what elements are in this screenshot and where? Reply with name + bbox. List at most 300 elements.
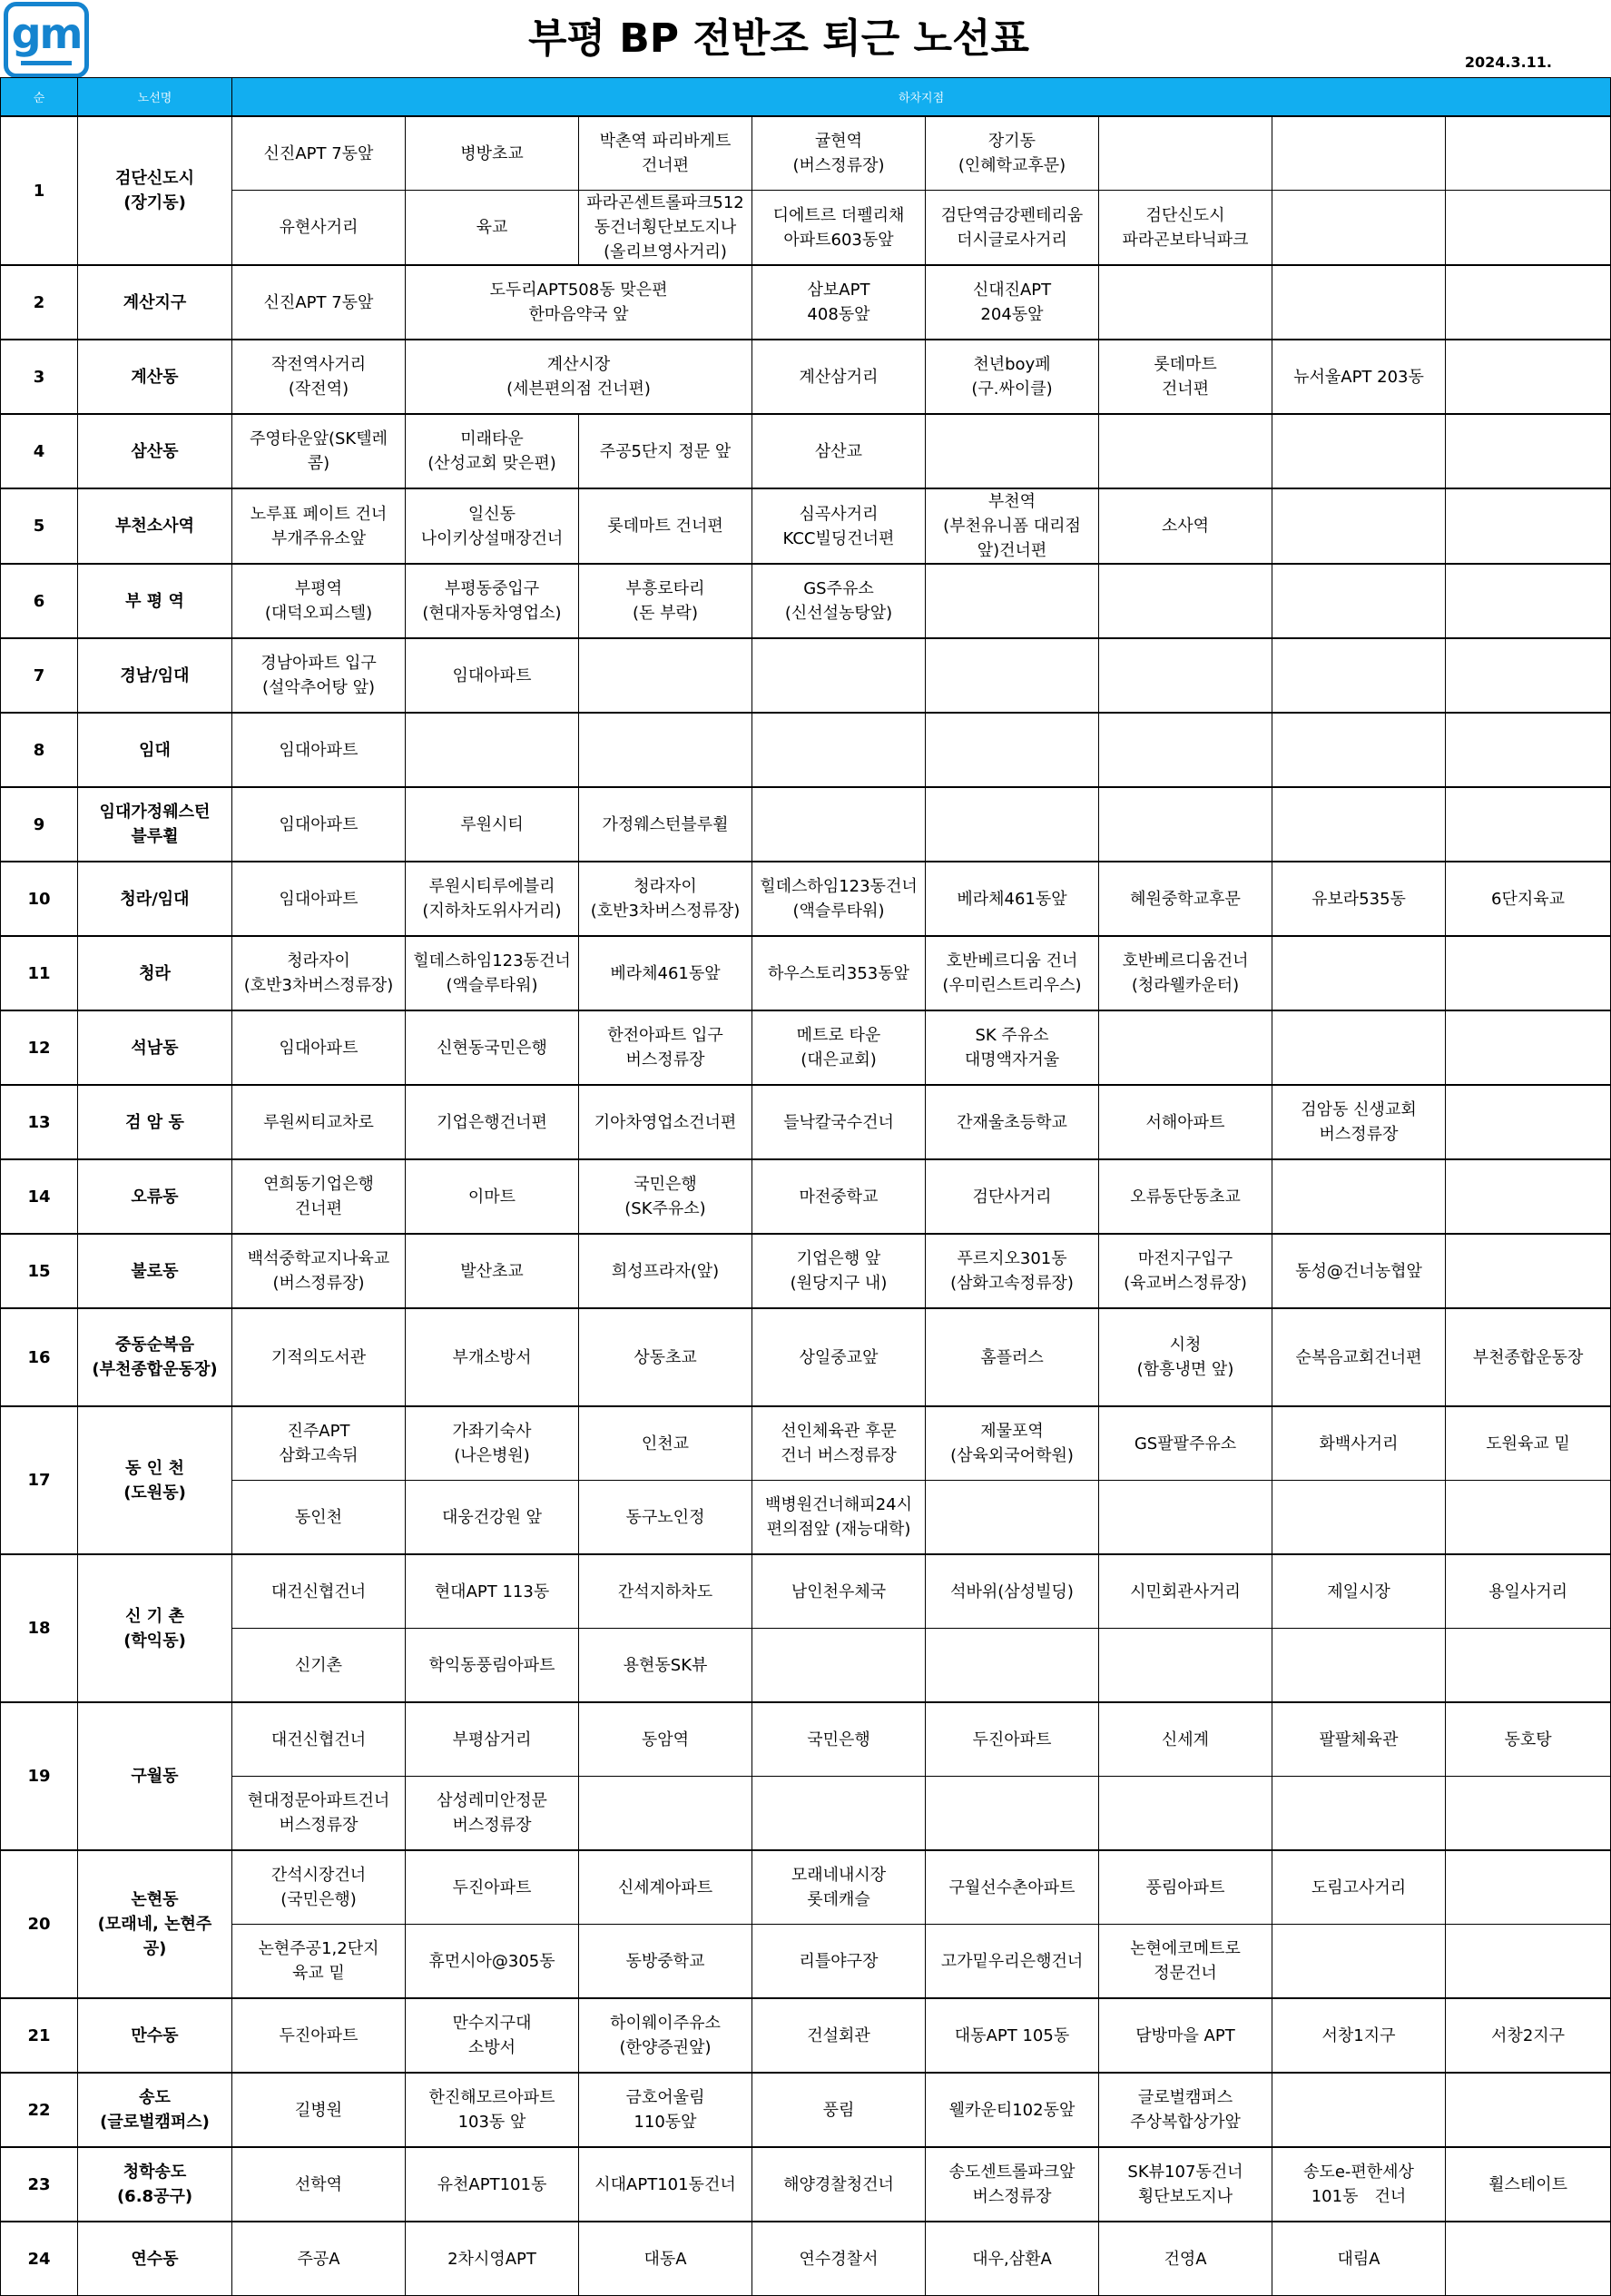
stop-cell xyxy=(752,713,926,787)
stop-cell: 대웅건강원 앞 xyxy=(406,1481,579,1555)
stop-cell: 건설회관 xyxy=(752,1998,926,2073)
stop-cell xyxy=(1446,713,1611,787)
stop-cell: 백석중학교지나육교 (버스정류장) xyxy=(232,1234,406,1308)
stop-cell xyxy=(1446,1481,1611,1555)
stop-cell xyxy=(1099,638,1272,713)
stop-cell: 주공A xyxy=(232,2222,406,2296)
stop-cell: 임대아파트 xyxy=(232,862,406,936)
table-row xyxy=(1,1925,1611,1999)
stop-cell: 마전중학교 xyxy=(752,1159,926,1234)
table-row xyxy=(1,1481,1611,1555)
stop-cell: 신기촌 xyxy=(232,1629,406,1703)
header-stops: 하차지점 xyxy=(232,78,1611,117)
stop-cell: 간재울초등학교 xyxy=(926,1085,1099,1159)
stop-cell: 주영타운앞(SK텔레 콤) xyxy=(232,414,406,488)
route-number: 21 xyxy=(1,1998,78,2073)
stop-cell: 경남아파트 입구 (설악추어탕 앞) xyxy=(232,638,406,713)
stop-cell xyxy=(926,787,1099,862)
stop-cell xyxy=(926,1629,1099,1703)
route-name: 만수동 xyxy=(78,1998,232,2073)
stop-cell: 국민은행 (SK주유소) xyxy=(579,1159,752,1234)
logo-text: gm xyxy=(11,9,82,58)
stop-cell: 동인천 xyxy=(232,1481,406,1555)
stop-cell: 동구노인정 xyxy=(579,1481,752,1555)
route-name: 동 인 천 (도원동) xyxy=(78,1406,232,1554)
stop-cell: 베라체461동앞 xyxy=(926,862,1099,936)
stop-cell: 검단신도시 파라곤보타닉파크 xyxy=(1099,191,1272,266)
stop-cell: 2차시영APT xyxy=(406,2222,579,2296)
route-number: 7 xyxy=(1,638,78,713)
stop-cell xyxy=(1272,936,1446,1010)
stop-cell: 장기동 (인혜학교후문) xyxy=(926,116,1099,191)
stop-cell xyxy=(1446,265,1611,340)
stop-cell: 제일시장 xyxy=(1272,1554,1446,1629)
stop-cell: 백병원건너해피24시 편의점앞 (재능대학) xyxy=(752,1481,926,1555)
stop-cell: 기적의도서관 xyxy=(232,1308,406,1406)
stop-cell: 시민회관사거리 xyxy=(1099,1554,1272,1629)
stop-cell: 힐데스하임123동건너 (액슬루타워) xyxy=(752,862,926,936)
route-number: 19 xyxy=(1,1702,78,1850)
route-name: 청라/임대 xyxy=(78,862,232,936)
stop-cell: 두진아파트 xyxy=(926,1702,1099,1777)
stop-cell: 육교 xyxy=(406,191,579,266)
stop-cell: 담방마을 APT xyxy=(1099,1998,1272,2073)
stop-cell: 서창2지구 xyxy=(1446,1998,1611,2073)
table-row xyxy=(1,1308,1611,1406)
stop-cell: 뉴서울APT 203동 xyxy=(1272,340,1446,414)
stop-cell: 메트로 타운 (대은교회) xyxy=(752,1010,926,1085)
stop-cell: 임대아파트 xyxy=(232,1010,406,1085)
stop-cell xyxy=(1446,414,1611,488)
stop-cell xyxy=(1272,2073,1446,2147)
stop-cell: 대우,삼환A xyxy=(926,2222,1099,2296)
stop-cell xyxy=(1272,1481,1446,1555)
route-name: 청라 xyxy=(78,936,232,1010)
stop-cell: 기업은행 앞 (원당지구 내) xyxy=(752,1234,926,1308)
stop-cell: 간석시장건너 (국민은행) xyxy=(232,1850,406,1925)
table-row xyxy=(1,1554,1611,1629)
table-row xyxy=(1,2147,1611,2222)
stop-cell: 현대정문아파트건너 버스정류장 xyxy=(232,1777,406,1851)
stop-cell: 동호탕 xyxy=(1446,1702,1611,1777)
stop-cell: 시대APT101동건너 xyxy=(579,2147,752,2222)
stop-cell: 기아차영업소건너편 xyxy=(579,1085,752,1159)
stop-cell: 서창1지구 xyxy=(1272,1998,1446,2073)
stop-cell: 시청 (함흥냉면 앞) xyxy=(1099,1308,1272,1406)
stop-cell: 서해아파트 xyxy=(1099,1085,1272,1159)
stop-cell xyxy=(752,1777,926,1851)
table-row xyxy=(1,191,1611,266)
route-name: 오류동 xyxy=(78,1159,232,1234)
stop-cell: 풍림 xyxy=(752,2073,926,2147)
stop-cell xyxy=(1099,1010,1272,1085)
stop-cell: 임대아파트 xyxy=(232,713,406,787)
stop-cell: 화백사거리 xyxy=(1272,1406,1446,1481)
stop-cell: 유보라535동 xyxy=(1272,862,1446,936)
stop-cell: 글로벌캠퍼스 주상복합상가앞 xyxy=(1099,2073,1272,2147)
stop-cell: 길병원 xyxy=(232,2073,406,2147)
stop-cell: 상동초교 xyxy=(579,1308,752,1406)
stop-cell: 노루표 페이트 건너 부개주유소앞 xyxy=(232,488,406,564)
stop-cell: 베라체461동앞 xyxy=(579,936,752,1010)
stop-cell: 인천교 xyxy=(579,1406,752,1481)
route-number: 16 xyxy=(1,1308,78,1406)
stop-cell xyxy=(1446,787,1611,862)
stop-cell xyxy=(1272,1629,1446,1703)
stop-cell xyxy=(1272,638,1446,713)
stop-cell xyxy=(926,414,1099,488)
table-row xyxy=(1,2222,1611,2296)
stop-cell: 계산삼거리 xyxy=(752,340,926,414)
stop-cell: 동방중학교 xyxy=(579,1925,752,1999)
stop-cell: 두진아파트 xyxy=(406,1850,579,1925)
stop-cell: 파라곤센트롤파크512 동건너횡단보도지나 (올리브영사거리) xyxy=(579,191,752,266)
table-row xyxy=(1,1702,1611,1777)
stop-cell xyxy=(1272,191,1446,266)
stop-cell xyxy=(1446,1629,1611,1703)
stop-cell: 귤현역 (버스정류장) xyxy=(752,116,926,191)
stop-cell: 천년boy페 (구.싸이클) xyxy=(926,340,1099,414)
stop-cell xyxy=(1272,787,1446,862)
stop-cell: 작전역사거리 (작전역) xyxy=(232,340,406,414)
stop-cell xyxy=(1099,787,1272,862)
stop-cell: 대동APT 105동 xyxy=(926,1998,1099,2073)
stop-cell xyxy=(406,713,579,787)
route-number: 3 xyxy=(1,340,78,414)
stop-cell xyxy=(1099,1629,1272,1703)
stop-cell: 박촌역 파리바게트 건너편 xyxy=(579,116,752,191)
stop-cell: 신세계 xyxy=(1099,1702,1272,1777)
route-number: 15 xyxy=(1,1234,78,1308)
stop-cell: 청라자이 (호반3차버스정류장) xyxy=(232,936,406,1010)
stop-cell xyxy=(1446,116,1611,191)
stop-cell: 웰카운티102동앞 xyxy=(926,2073,1099,2147)
stop-cell: 휴먼시아@305동 xyxy=(406,1925,579,1999)
stop-cell: 힐데스하임123동건너 (액슬루타워) xyxy=(406,936,579,1010)
stop-cell xyxy=(926,713,1099,787)
stop-cell: 신대진APT 204동앞 xyxy=(926,265,1099,340)
table-row xyxy=(1,1850,1611,1925)
table-row xyxy=(1,787,1611,862)
stop-cell: 해양경찰청건너 xyxy=(752,2147,926,2222)
stop-cell xyxy=(926,1481,1099,1555)
stop-cell: 순복음교회건너편 xyxy=(1272,1308,1446,1406)
document-date: 2024.3.11. xyxy=(1464,54,1552,71)
stop-cell: 송도e-편한세상 101동 건너 xyxy=(1272,2147,1446,2222)
stop-cell xyxy=(1272,414,1446,488)
route-number: 5 xyxy=(1,488,78,564)
stop-cell: 계산시장 (세븐편의점 건너편) xyxy=(406,340,752,414)
stop-cell: 일신동 나이키상설매장건너 xyxy=(406,488,579,564)
route-number: 20 xyxy=(1,1850,78,1998)
stop-cell: GS팔팔주유소 xyxy=(1099,1406,1272,1481)
stop-cell xyxy=(1446,1085,1611,1159)
stop-cell xyxy=(579,638,752,713)
stop-cell xyxy=(1446,1777,1611,1851)
stop-cell: 간석지하차도 xyxy=(579,1554,752,1629)
stop-cell: 검단역금강펜테리움 더시글로사거리 xyxy=(926,191,1099,266)
stop-cell: 부개소방서 xyxy=(406,1308,579,1406)
stop-cell xyxy=(1099,414,1272,488)
route-name: 논현동 (모래네, 논현주 공) xyxy=(78,1850,232,1998)
stop-cell: 미래타운 (산성교회 맞은편) xyxy=(406,414,579,488)
stop-cell xyxy=(1099,1481,1272,1555)
route-name: 석남동 xyxy=(78,1010,232,1085)
table-row xyxy=(1,414,1611,488)
route-number: 23 xyxy=(1,2147,78,2222)
header-route: 노선명 xyxy=(78,78,232,117)
stop-cell: 도림고사거리 xyxy=(1272,1850,1446,1925)
stop-cell: 유현사거리 xyxy=(232,191,406,266)
stop-cell xyxy=(579,1777,752,1851)
table-row xyxy=(1,1159,1611,1234)
route-name: 송도 (글로벌캠퍼스) xyxy=(78,2073,232,2147)
stop-cell: 임대아파트 xyxy=(232,787,406,862)
route-number: 2 xyxy=(1,265,78,340)
stop-cell xyxy=(1272,564,1446,638)
stop-cell: 유천APT101동 xyxy=(406,2147,579,2222)
table-row xyxy=(1,116,1611,191)
stop-cell xyxy=(1099,116,1272,191)
stop-cell: 6단지육교 xyxy=(1446,862,1611,936)
stop-cell: 선인체육관 후문 건너 버스정류장 xyxy=(752,1406,926,1481)
stop-cell: 홈플러스 xyxy=(926,1308,1099,1406)
route-name: 중동순복음 (부천종합운동장) xyxy=(78,1308,232,1406)
stop-cell xyxy=(1446,1850,1611,1925)
stop-cell xyxy=(1272,713,1446,787)
route-name: 임대 xyxy=(78,713,232,787)
stop-cell: 신현동국민은행 xyxy=(406,1010,579,1085)
stop-cell xyxy=(1446,936,1611,1010)
route-number: 11 xyxy=(1,936,78,1010)
stop-cell: 임대아파트 xyxy=(406,638,579,713)
stop-cell xyxy=(1446,564,1611,638)
stop-cell: 혜원중학교후문 xyxy=(1099,862,1272,936)
stop-cell: 검단사거리 xyxy=(926,1159,1099,1234)
stop-cell: 풍림아파트 xyxy=(1099,1850,1272,1925)
route-number: 10 xyxy=(1,862,78,936)
route-name: 임대가정웨스턴 블루휠 xyxy=(78,787,232,862)
route-name: 계산동 xyxy=(78,340,232,414)
stop-cell: 신세계아파트 xyxy=(579,1850,752,1925)
route-table xyxy=(0,77,1611,2296)
stop-cell: 청라자이 (호반3차버스정류장) xyxy=(579,862,752,936)
stop-cell xyxy=(1446,1925,1611,1999)
stop-cell: 호반베르디움건너 (청라웰카운터) xyxy=(1099,936,1272,1010)
stop-cell xyxy=(1446,2222,1611,2296)
route-number: 22 xyxy=(1,2073,78,2147)
stop-cell: 호반베르디움 건너 (우미린스트리우스) xyxy=(926,936,1099,1010)
stop-cell xyxy=(1272,1925,1446,1999)
stop-cell: 제물포역 (삼육외국어학원) xyxy=(926,1406,1099,1481)
route-number: 24 xyxy=(1,2222,78,2296)
stop-cell: 상일중교앞 xyxy=(752,1308,926,1406)
stop-cell xyxy=(926,564,1099,638)
stop-cell: 대동A xyxy=(579,2222,752,2296)
route-name: 청학송도 (6.8공구) xyxy=(78,2147,232,2222)
stop-cell: 한전아파트 입구 버스정류장 xyxy=(579,1010,752,1085)
stop-cell: 리틀야구장 xyxy=(752,1925,926,1999)
stop-cell: 루원씨티교차로 xyxy=(232,1085,406,1159)
stop-cell: 만수지구대 소방서 xyxy=(406,1998,579,2073)
page-title: 부평 BP 전반조 퇴근 노선표 xyxy=(527,15,1030,62)
route-number: 1 xyxy=(1,116,78,265)
route-number: 8 xyxy=(1,713,78,787)
stop-cell: 논현주공1,2단지 육교 밑 xyxy=(232,1925,406,1999)
stop-cell: 롯데마트 건너편 xyxy=(579,488,752,564)
stop-cell: 금호어울림 110동앞 xyxy=(579,2073,752,2147)
stop-cell: 용현동SK뷰 xyxy=(579,1629,752,1703)
stop-cell: 디에트르 더펠리채 아파트603동앞 xyxy=(752,191,926,266)
stop-cell xyxy=(1446,1159,1611,1234)
stop-cell: 이마트 xyxy=(406,1159,579,1234)
table-row xyxy=(1,1085,1611,1159)
route-number: 14 xyxy=(1,1159,78,1234)
route-name: 신 기 촌 (학익동) xyxy=(78,1554,232,1702)
stop-cell: 부천종합운동장 xyxy=(1446,1308,1611,1406)
route-name: 검단신도시 (장기동) xyxy=(78,116,232,265)
stop-cell: 루원시티 xyxy=(406,787,579,862)
table-row xyxy=(1,638,1611,713)
stop-cell: 발산초교 xyxy=(406,1234,579,1308)
stop-cell: 희성프라자(앞) xyxy=(579,1234,752,1308)
stop-cell: 부평역 (대덕오피스텔) xyxy=(232,564,406,638)
stop-cell: 신진APT 7동앞 xyxy=(232,265,406,340)
stop-cell: 푸르지오301동 (삼화고속정류장) xyxy=(926,1234,1099,1308)
stop-cell xyxy=(926,1777,1099,1851)
stop-cell: 송도센트롤파크앞 버스정류장 xyxy=(926,2147,1099,2222)
stop-cell: 병방초교 xyxy=(406,116,579,191)
route-name: 부천소사역 xyxy=(78,488,232,564)
stop-cell xyxy=(1272,1777,1446,1851)
stop-cell: 대림A xyxy=(1272,2222,1446,2296)
table-row xyxy=(1,1777,1611,1851)
stop-cell: 대건신협건너 xyxy=(232,1702,406,1777)
stop-cell: 두진아파트 xyxy=(232,1998,406,2073)
stop-cell: 석바위(삼성빌딩) xyxy=(926,1554,1099,1629)
route-name: 구월동 xyxy=(78,1702,232,1850)
route-number: 17 xyxy=(1,1406,78,1554)
route-number: 18 xyxy=(1,1554,78,1702)
stop-cell: 연희동기업은행 건너편 xyxy=(232,1159,406,1234)
table-row xyxy=(1,2073,1611,2147)
stop-cell: 신진APT 7동앞 xyxy=(232,116,406,191)
stop-cell xyxy=(579,713,752,787)
stop-cell: 학익동풍림아파트 xyxy=(406,1629,579,1703)
stop-cell: 국민은행 xyxy=(752,1702,926,1777)
stop-cell: GS주유소 (신선설농탕앞) xyxy=(752,564,926,638)
stop-cell: 오류동단동초교 xyxy=(1099,1159,1272,1234)
stop-cell: 검암동 신생교회 버스정류장 xyxy=(1272,1085,1446,1159)
stop-cell: 루원시티루에블리 (지하차도위사거리) xyxy=(406,862,579,936)
route-table-body xyxy=(1,116,1611,2296)
stop-cell xyxy=(1272,1010,1446,1085)
stop-cell: 가정웨스턴블루휠 xyxy=(579,787,752,862)
stop-cell: 연수경찰서 xyxy=(752,2222,926,2296)
stop-cell xyxy=(1446,1010,1611,1085)
stop-cell xyxy=(1272,1159,1446,1234)
route-name: 경남/임대 xyxy=(78,638,232,713)
stop-cell: 대건신협건너 xyxy=(232,1554,406,1629)
stop-cell: 가좌기숙사 (나은병원) xyxy=(406,1406,579,1481)
route-name: 연수동 xyxy=(78,2222,232,2296)
stop-cell: SK뷰107동건너 횡단보도지나 xyxy=(1099,2147,1272,2222)
route-name: 부 평 역 xyxy=(78,564,232,638)
stop-cell: 하우스토리353동앞 xyxy=(752,936,926,1010)
stop-cell: 고가밑우리은행건너 xyxy=(926,1925,1099,1999)
stop-cell: 부흥로타리 (돈 부락) xyxy=(579,564,752,638)
stop-cell xyxy=(1099,1777,1272,1851)
stop-cell: 롯데마트 건너편 xyxy=(1099,340,1272,414)
stop-cell: 하이웨이주유소 (한양증권앞) xyxy=(579,1998,752,2073)
stop-cell: 기업은행건너편 xyxy=(406,1085,579,1159)
stop-cell: 삼보APT 408동앞 xyxy=(752,265,926,340)
stop-cell xyxy=(1272,116,1446,191)
stop-cell xyxy=(926,638,1099,713)
stop-cell: 부평삼거리 xyxy=(406,1702,579,1777)
stop-cell xyxy=(1446,340,1611,414)
stop-cell: 한진해모르아파트 103동 앞 xyxy=(406,2073,579,2147)
stop-cell: 구월선수촌아파트 xyxy=(926,1850,1099,1925)
table-row xyxy=(1,862,1611,936)
stop-cell: 소사역 xyxy=(1099,488,1272,564)
stop-cell xyxy=(1446,1234,1611,1308)
route-number: 4 xyxy=(1,414,78,488)
table-row xyxy=(1,488,1611,564)
stop-cell xyxy=(1272,488,1446,564)
stop-cell: 남인천우체국 xyxy=(752,1554,926,1629)
table-row xyxy=(1,1998,1611,2073)
route-number: 6 xyxy=(1,564,78,638)
route-name: 삼산동 xyxy=(78,414,232,488)
header-no: 순 xyxy=(1,78,78,117)
stop-cell: 동암역 xyxy=(579,1702,752,1777)
stop-cell: 주공5단지 정문 앞 xyxy=(579,414,752,488)
stop-cell xyxy=(1446,2073,1611,2147)
stop-cell: 삼산교 xyxy=(752,414,926,488)
stop-cell xyxy=(752,638,926,713)
stop-cell: 논현에코메트로 정문건너 xyxy=(1099,1925,1272,1999)
table-row xyxy=(1,1234,1611,1308)
stop-cell: 현대APT 113동 xyxy=(406,1554,579,1629)
table-row xyxy=(1,340,1611,414)
stop-cell: 휠스테이트 xyxy=(1446,2147,1611,2222)
table-row xyxy=(1,1406,1611,1481)
route-table-wrapper xyxy=(0,77,1584,2296)
stop-cell xyxy=(1099,564,1272,638)
stop-cell xyxy=(1446,638,1611,713)
stop-cell xyxy=(1099,713,1272,787)
route-number: 12 xyxy=(1,1010,78,1085)
stop-cell: SK 주유소 대명액자거울 xyxy=(926,1010,1099,1085)
stop-cell: 부평동중입구 (현대자동차영업소) xyxy=(406,564,579,638)
stop-cell: 용일사거리 xyxy=(1446,1554,1611,1629)
stop-cell: 부천역 (부천유니폼 대리점 앞)건너편 xyxy=(926,488,1099,564)
route-number: 9 xyxy=(1,787,78,862)
stop-cell: 삼성레미안정문 버스정류장 xyxy=(406,1777,579,1851)
route-name: 검 암 동 xyxy=(78,1085,232,1159)
stop-cell: 심곡사거리 KCC빌딩건너편 xyxy=(752,488,926,564)
stop-cell xyxy=(1446,191,1611,266)
stop-cell: 동성@건너농협앞 xyxy=(1272,1234,1446,1308)
table-header-row xyxy=(1,78,1611,117)
table-row xyxy=(1,265,1611,340)
stop-cell: 들낙칼국수건너 xyxy=(752,1085,926,1159)
table-row xyxy=(1,564,1611,638)
stop-cell: 선학역 xyxy=(232,2147,406,2222)
stop-cell xyxy=(1099,265,1272,340)
route-number: 13 xyxy=(1,1085,78,1159)
